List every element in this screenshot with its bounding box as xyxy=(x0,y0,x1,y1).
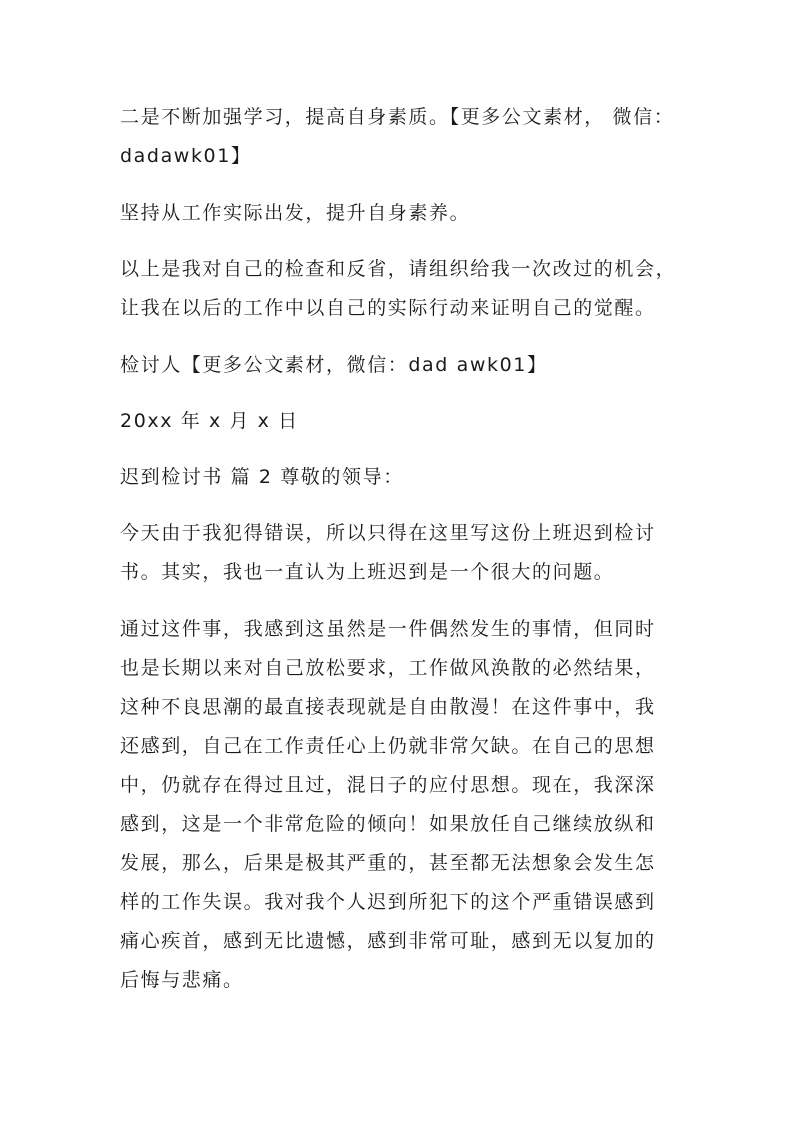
text-line: 样的工作失误。我对我个人迟到所犯下的这个严重错误感到 xyxy=(120,891,656,913)
text-line: 二是不断加强学习，提高自身素质。【更多公文素材， 微信： xyxy=(120,106,675,128)
text-line: 还感到，自己在工作责任心上仍就非常欠缺。在自己的思想 xyxy=(120,735,656,757)
text-line: 后悔与悲痛。 xyxy=(120,969,244,991)
text-line: 痛心疾首，感到无比遗憾，感到非常可耻，感到无以复加的 xyxy=(120,930,656,952)
text-line: 检讨人【更多公文素材，微信：dad awk01】 xyxy=(120,354,548,376)
date-line xyxy=(120,402,680,441)
paragraph-opening xyxy=(120,514,680,592)
text-line: 书。其实，我也一直认为上班迟到是一个很大的问题。 xyxy=(120,561,615,583)
paragraph-body xyxy=(120,610,680,1000)
text-line: 迟到检讨书 篇 2 尊敬的领导： xyxy=(120,466,404,488)
text-line: 也是长期以来对自己放松要求，工作做风涣散的必然结果， xyxy=(120,657,656,679)
text-line: 发展，那么，后果是极其严重的，甚至都无法想象会发生怎 xyxy=(120,852,656,874)
text-line: 20xx 年 x 月 x 日 xyxy=(120,410,299,432)
text-line: 今天由于我犯得错误，所以只得在这里写这份上班迟到检讨 xyxy=(120,522,656,544)
text-line: 以上是我对自己的检查和反省，请组织给我一次改过的机会， xyxy=(120,258,677,280)
paragraph-practice xyxy=(120,194,680,233)
text-line: 这种不良思潮的最直接表现就是自由散漫！在这件事中，我 xyxy=(120,696,656,718)
text-line: 通过这件事，我感到这虽然是一件偶然发生的事情，但同时 xyxy=(120,618,656,640)
paragraph-study xyxy=(120,98,680,176)
text-line: 中，仍就存在得过且过，混日子的应付思想。现在，我深深 xyxy=(120,774,656,796)
paragraph-reflection xyxy=(120,250,680,328)
text-line: dadawk01】 xyxy=(120,145,252,167)
text-line: 坚持从工作实际出发，提升自身素养。 xyxy=(120,202,471,224)
text-line: 让我在以后的工作中以自己的实际行动来证明自己的觉醒。 xyxy=(120,297,656,319)
signature-line xyxy=(120,346,680,385)
section-heading xyxy=(120,458,680,497)
text-line: 感到，这是一个非常危险的倾向！如果放任自己继续放纵和 xyxy=(120,813,656,835)
